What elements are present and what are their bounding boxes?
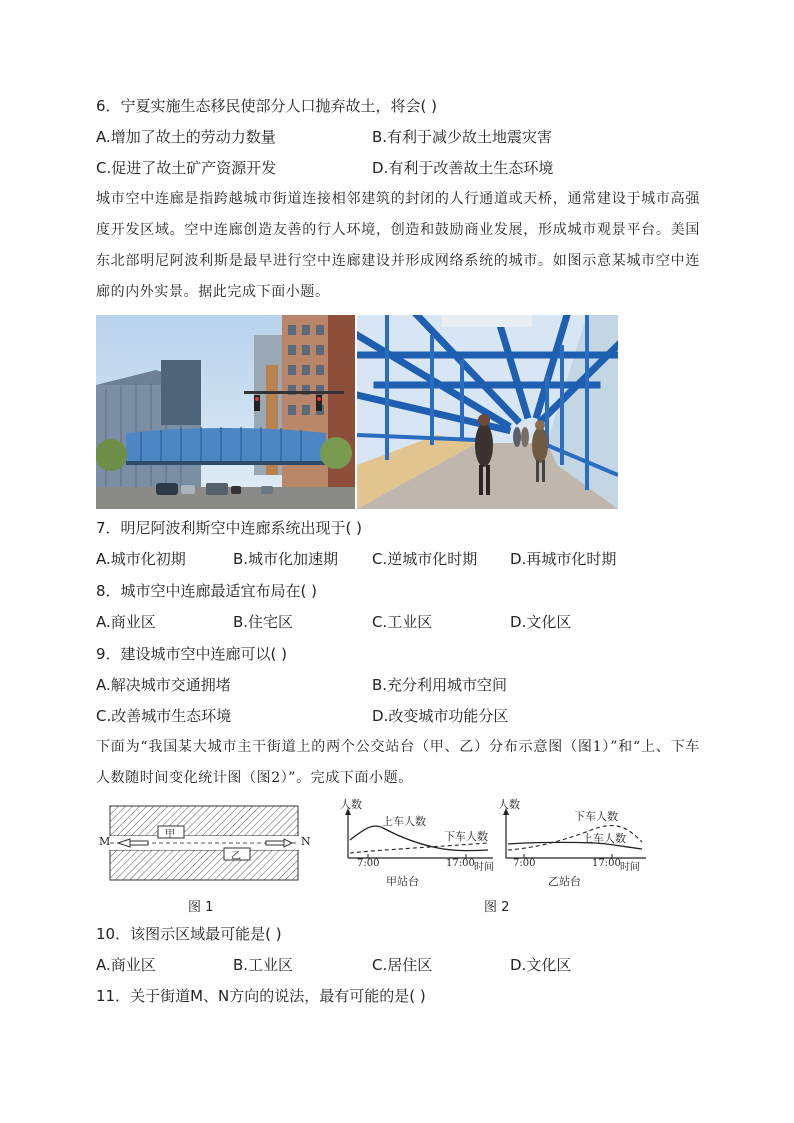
q8-stem: 8．城市空中连廊最适宜布局在( ): [96, 582, 318, 600]
fig1-stop-jia: 甲: [165, 829, 175, 840]
q11-stem: 11．关于街道M、N方向的说法，最有可能的是( ): [96, 987, 426, 1005]
fig2-yi-station: 乙站台: [548, 875, 581, 888]
skyway-exterior-photo: [96, 315, 355, 509]
q9-option-a: A.解决城市交通拥堵: [96, 676, 231, 694]
q8-option-a: A.商业区: [96, 613, 156, 631]
q7-option-c: C.逆城市化时期: [372, 550, 478, 568]
fig2-jia-station: 甲站台: [386, 875, 419, 888]
q9-option-b: B.充分利用城市空间: [372, 676, 508, 694]
fig2-yi-board-label: 上车人数: [582, 832, 626, 845]
skyway-interior-photo: [357, 315, 618, 509]
fig2-jia-t1: 7:00: [357, 858, 380, 869]
q9-option-d: D.改变城市功能分区: [372, 707, 509, 725]
q7-stem: 7．明尼阿波利斯空中连廊系统出现于( ): [96, 519, 363, 537]
q9-stem: 9．建设城市空中连廊可以( ): [96, 645, 288, 663]
fig1-stop-yi: 乙: [231, 851, 241, 862]
passage-skyway: 城市空中连廊是指跨越城市街道连接相邻建筑的封闭的人行通道或天桥，通常建设于城市高强度开发区域。空中连廊创造友善的行人环境，创造和鼓励商业发展，形成城市观景平台。美国东北部明尼阿波利斯是最早进行空中连廊建设并形成网络系统的城市。如图示意某城市空中连廊的内外实景。据此完成下面小题。: [96, 191, 700, 300]
fig2-yi-t2: 17:00: [592, 858, 621, 869]
figure-2-station-jia-chart: [338, 800, 498, 892]
q6-option-a: A.增加了故土的劳动力数量: [96, 128, 276, 146]
q6-stem: 6．宁夏实施生态移民使部分人口抛弃故土，将会( ): [96, 97, 438, 115]
q10-option-a: A.商业区: [96, 956, 156, 974]
passage-bus-stops: 下面为“我国某大城市主干街道上的两个公交站台（甲、乙）分布示意图（图1）”和“上、下车人数随时间变化统计图（图2）”。完成下面小题。: [96, 739, 700, 786]
q10-option-d: D.文化区: [510, 956, 572, 974]
fig2-jia-alight-label: 下车人数: [444, 830, 488, 843]
q6-option-b: B.有利于减少故土地震灾害: [372, 128, 553, 146]
fig1-label-m: M: [99, 835, 111, 848]
q8-option-c: C.工业区: [372, 613, 433, 631]
q6-option-d: D.有利于改善故土生态环境: [372, 159, 554, 177]
figure-1-caption: 图 1: [188, 900, 214, 915]
fig2-yi-alight-label: 下车人数: [574, 810, 618, 823]
fig2-yi-xaxis: 时间: [620, 862, 640, 873]
q10-option-c: C.居住区: [372, 956, 433, 974]
q9-option-c: C.改善城市生态环境: [96, 707, 232, 725]
q10-stem: 10．该图示区域最可能是( ): [96, 925, 282, 943]
q6-option-c: C.促进了故土矿产资源开发: [96, 159, 277, 177]
fig2-yi-t1: 7:00: [513, 858, 536, 869]
fig2-jia-t2: 17:00: [446, 858, 475, 869]
q8-option-d: D.文化区: [510, 613, 572, 631]
figure-2-caption: 图 2: [484, 900, 510, 915]
fig1-label-n: N: [301, 835, 311, 848]
q8-option-b: B.住宅区: [233, 613, 294, 631]
fig2-yi-yaxis: 人数: [498, 798, 520, 811]
fig2-jia-yaxis: 人数: [340, 798, 362, 811]
q10-option-b: B.工业区: [233, 956, 294, 974]
q7-option-a: A.城市化初期: [96, 550, 186, 568]
fig2-jia-xaxis: 时间: [474, 862, 494, 873]
figure-2-station-yi-chart: [496, 800, 652, 892]
q7-option-d: D.再城市化时期: [510, 550, 617, 568]
q7-option-b: B.城市化加速期: [233, 550, 339, 568]
figure-1-street-diagram: [96, 800, 316, 890]
fig2-jia-board-label: 上车人数: [382, 815, 426, 828]
